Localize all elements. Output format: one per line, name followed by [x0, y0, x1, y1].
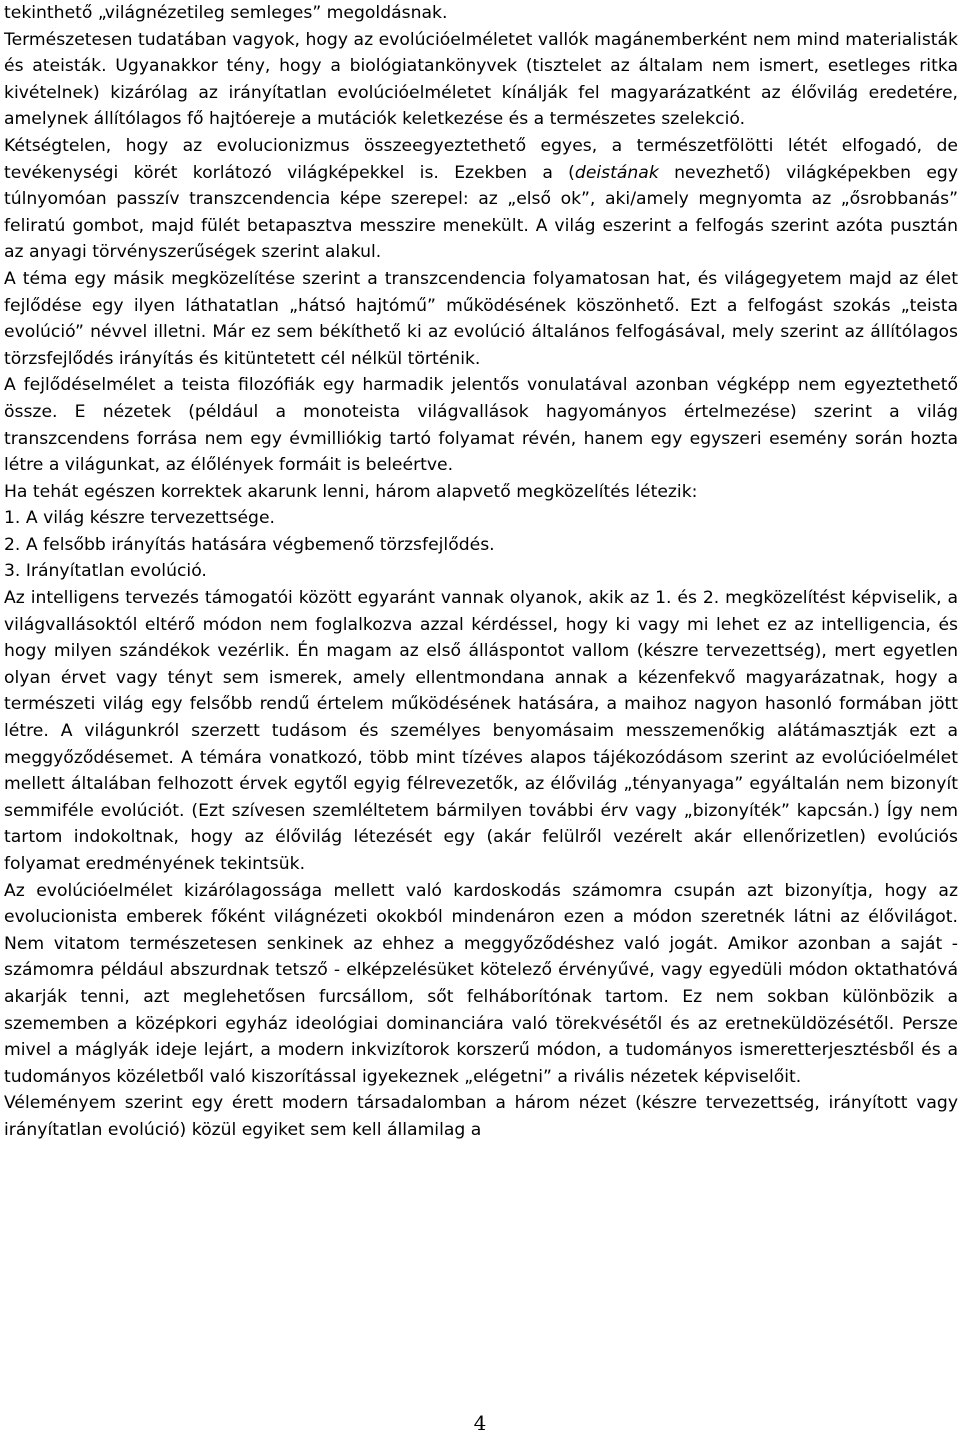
paragraph-text: Véleményem szerint egy érett modern társadalomban a három nézet (készre tervezettség, irányított vagy irányítatlan evolúció) közül egyiket sem kell állami: [4, 1093, 958, 1140]
paragraph: [4, 585, 958, 878]
list-item: [4, 558, 958, 585]
paragraph: [4, 878, 958, 1091]
list-item: [4, 505, 958, 532]
paragraph: [4, 372, 958, 478]
list-item-text: 2. A felsőbb irányítás hatására végbemenő törzsfejlődés.: [4, 534, 495, 555]
paragraph: [4, 133, 958, 266]
paragraph-text: A fejlődéselmélet a teista filozófiák egy harmadik jelentős vonulatával azonban végképp nem egyeztethető össze. E nézetek (például a monoteista világvallások hagyományos értelmezése) szerint a világ transzcendens forrása nem egy évmilliókig tartó folyamat révén, hanem egy egyszeri esemény során hozta létre a világunkat, az élőlények formáit is beleértve.: [4, 375, 958, 476]
list-item-text: 1. A világ készre tervezettsége.: [4, 508, 276, 529]
page-number: 4: [473, 1411, 487, 1435]
paragraph: [4, 27, 958, 133]
paragraph-text: Kétségtelen, hogy az evolucionizmus összeegyeztethető egyes, a természetfölötti létét elfogadó, de tevékenységi körét korlátozó világképekkel is. Ezekben a (: [4, 135, 958, 183]
paragraph-text: lag a: [439, 1119, 482, 1140]
paragraph: [4, 266, 958, 372]
list-item-text: 3. Irányítatlan evolúció.: [4, 561, 207, 582]
paragraph: [4, 0, 958, 27]
list-item: [4, 532, 958, 559]
paragraph-text: Az evolúcióelmélet kizárólagossága mellett való kardoskodás számomra csupán azt bizonyítja, hogy az evolucionista emberek főként világnézeti okokból mindenáron ezen a módon szeretnék látni az élővilágot. Nem vitatom természetesen senkinek az ehhez a meggyőződéshez való jogát. Amikor azonban a saját - számomra például abszurdnak tetsző - elképzelésüket kötelező érvényűvé, vagy egyedüli módon oktathatóvá akarják tenni, azt meglehetősen furcsállom, sőt felháborítónak tartom. Ez nem sokban különbözik a szememben a középkori egyház ideológiai dominanciára való törekvésétől és az eretneküldözésétől. Persze mivel a máglyák ideje lejárt, a modern inkvizítorok korszerű módon, a tudományos ismeretterjesztésből és a tudományos közéletből való kiszorítással igyekeznek „elégetni” a rivális nézetek képviselőit.: [4, 880, 958, 1087]
paragraph-text: tekinthető „világnézetileg semleges” megoldásnak.: [4, 3, 448, 23]
paragraph-text: nevezhető) világképekben egy túlnyomóan passzív transzcendencia képe szerepel: az „első ok”, aki/amely megnyomta az „ősrobbanás” feliratú gombot, majd fülét betapasztva messzire menekült. A világ eszerint a felfogás szerint azóta pusztán az anyagi törvényszerűségek szerint alakul.: [4, 162, 958, 263]
paragraph: [4, 1090, 958, 1143]
document-body: [4, 0, 958, 1144]
paragraph-text: A téma egy másik megközelítése szerint a transzcendencia folyamatosan hat, és világegyetem majd az élet fejlődése egy ilyen láthatatlan „hátsó hajtómű” működésének köszönhető. Ezt a felfogást szokás „teista evolúció” névvel illetni. Már ez sem békíthető ki az evolúció általános felfogásával, mely szerint az állítólagos törzsfejlődés irányítás és kitüntetett cél nélkül történik.: [4, 268, 958, 369]
paragraph-text: Ha tehát egészen korrektek akarunk lenni, három alapvető megközelítés létezik:: [4, 481, 698, 502]
paragraph-text: Természetesen tudatában vagyok, hogy az evolúcióelméletet vallók magánemberként nem mind materialisták és ateisták. Ugyanakkor tény, hogy a biológiatankönyvek (tisztelet az általam nem ismert, esetleges ritka kivételnek) kizárólag az irányítatlan evolúcióelméletet kínálják fel magyarázatként az élővilág eredetére, amelynek állítólagos fő hajtóereje a mutációk keletkezése és a természetes szelekció.: [4, 29, 958, 130]
paragraph-text: Az intelligens tervezés támogatói között egyaránt vannak olyanok, akik az 1. és 2. megközelítést képviselik, a világvallásoktól eltérő módon nem foglalkozva azzal kérdéssel, hogy ki vagy mi lehet ez az intelligencia, és hogy milyen szándékok vezérlik. Én magam az első álláspontot vallom (készre tervezettség), mert egyetlen olyan érvet vagy tényt sem ismerek, amely ellentmondana annak a kézenfekvő magyarázatnak, hogy a természeti világ egy felsőbb rendű értelem működésének hatására, a maihoz nagyon hasonló formában jött létre. A világunkról szerzett tudásom és személyes benyomásaim messzemenőkig alátámasztják ezt a meggyőződésemet. A témára vonatkozó, több mint tízéves alapos tájékozódásom szerint az evolúcióelmélet mellett általában felhozott érvek egytől egyig félrevezetők, az élővilág „tényanyaga” egyáltalán nem bizonyít semmiféle evolúciót. (Ezt szívesen szemléltetem bármilyen további érv vagy „bizonyíték” kapcsán.) Így nem tartom indokoltnak, hogy az élővilág létezését egy (akár felülről vezérelt akár ellenőrizetlen) evolúciós folyamat eredményének tekintsük.: [4, 588, 958, 874]
paragraph-italic-text: deistának: [574, 162, 659, 183]
paragraph: [4, 479, 958, 506]
